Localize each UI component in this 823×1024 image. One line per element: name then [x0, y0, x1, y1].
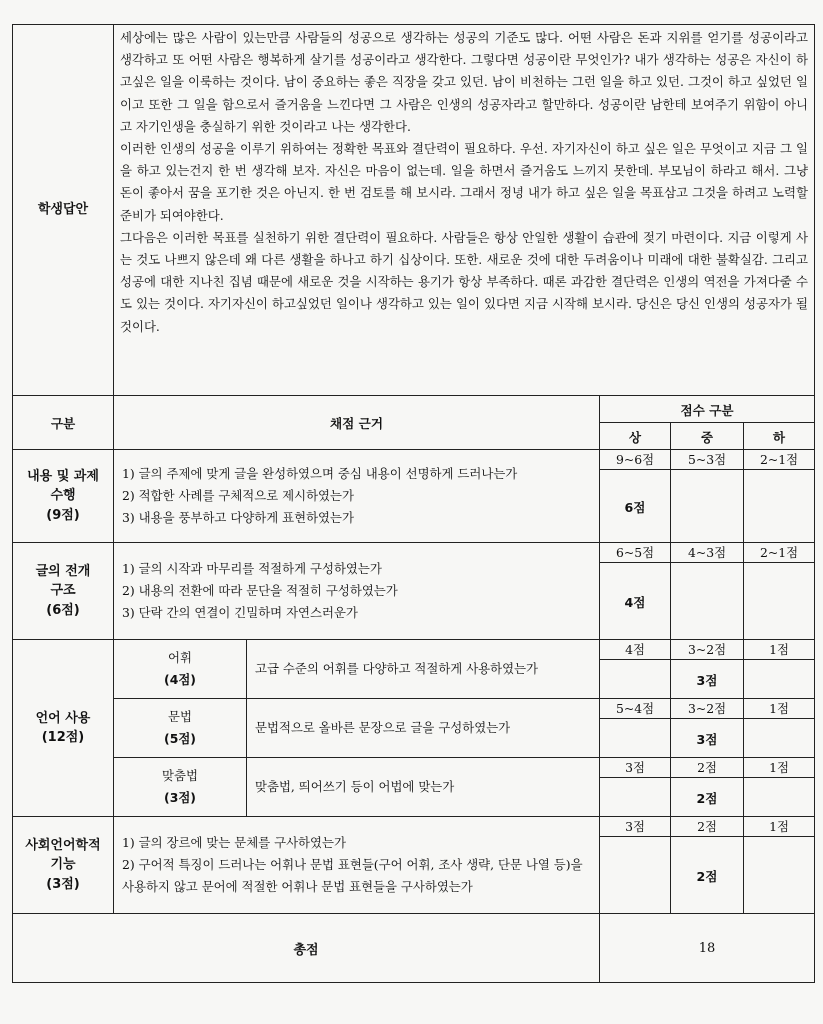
grammar-criteria: 문법적으로 올바른 문장으로 글을 구성하였는가	[247, 699, 600, 758]
header-high: 상	[600, 423, 671, 450]
header-low: 하	[744, 423, 815, 450]
range-low: 1점	[744, 699, 815, 719]
empty-cell	[671, 470, 744, 543]
empty-cell	[744, 470, 815, 543]
range-low: 1점	[744, 817, 815, 837]
range-low: 2~1점	[744, 543, 815, 563]
total-label: 총점	[13, 914, 600, 983]
range-mid: 4~3점	[671, 543, 744, 563]
range-low: 1점	[744, 640, 815, 660]
range-high: 6~5점	[600, 543, 671, 563]
range-high: 4점	[600, 640, 671, 660]
answer-paragraph: 세상에는 많은 사람이 있는만큼 사람들의 성공으로 생각하는 성공의 기준도 많다. 어떤 사람은 돈과 지위를 얻기를 성공이라고 생각하고 또 어떤 사람은 행복하게 살기를 성공이라고 생각한다. 그렇다면 성공이란 무엇인가? 내가 생각하는 성공은 자신이 하고싶은 일을 이룩하는 것이다. 남이 중요하는 좋은 직장을 갖고 있던. 남이 비천하는 그런 일을 하고 있던. 그것이 하고 싶었던 일이고 또한 그 일을 함으로서 즐거움을 느낀다면 그 사람은 인생의 성공자라고 할만하다. 성공이란 남한테 보여주기 위함이 아니고 자기인생을 충실하기 위한 것이라고 나는 생각한다.	[120, 30, 808, 134]
category-label: 수행	[50, 488, 76, 504]
range-high: 9~6점	[600, 450, 671, 470]
development-criteria	[114, 543, 600, 640]
spelling-ranges-row	[13, 758, 815, 778]
given-score: 2점	[671, 778, 744, 817]
criterion: 2) 적합한 사례를 구체적으로 제시하였는가	[122, 488, 354, 503]
category-label: 기능	[50, 857, 76, 873]
category-points: (9점)	[46, 507, 80, 523]
spelling-subcategory	[114, 758, 247, 817]
empty-cell	[744, 837, 815, 914]
student-answer	[114, 25, 815, 396]
vocab-criteria: 고급 수준의 어휘를 다양하고 적절하게 사용하였는가	[247, 640, 600, 699]
development-ranges-row	[13, 543, 815, 563]
empty-cell	[744, 719, 815, 758]
development-category	[13, 543, 114, 640]
header-mid: 중	[671, 423, 744, 450]
range-high: 3점	[600, 758, 671, 778]
empty-cell	[744, 563, 815, 640]
given-score: 4점	[600, 563, 671, 640]
range-mid: 2점	[671, 758, 744, 778]
subcategory-points: (4점)	[164, 672, 196, 687]
answer-label: 학생답안	[13, 25, 114, 396]
answer-row	[13, 25, 815, 396]
range-mid: 3~2점	[671, 699, 744, 719]
socio-category	[13, 817, 114, 914]
criterion: 3) 내용을 풍부하고 다양하게 표현하였는가	[122, 510, 354, 525]
empty-cell	[600, 778, 671, 817]
range-low: 2~1점	[744, 450, 815, 470]
empty-cell	[600, 719, 671, 758]
given-score: 3점	[671, 660, 744, 699]
category-label: 구조	[50, 583, 76, 599]
grammar-subcategory	[114, 699, 247, 758]
socio-criteria	[114, 817, 600, 914]
subcategory-name: 문법	[168, 709, 192, 724]
subcategory-name: 맞춤법	[162, 768, 198, 783]
content-criteria	[114, 450, 600, 543]
empty-cell	[671, 563, 744, 640]
given-score: 3점	[671, 719, 744, 758]
answer-paragraph: 그다음은 이러한 목표를 실천하기 위한 결단력이 필요하다. 사람들은 항상 안일한 생활이 습관에 젖기 마련이다. 지금 이렇게 사는 것도 나쁘지 않은데 왜 다른 생활을 하나고 하기 십상이다. 또한. 새로운 것에 대한 두려움이나 미래에 대한 불확실감. 그리고 성공에 대한 지나친 집념 때문에 새로운 것을 시작하는 용기가 항상 부족하다. 때론 과감한 결단력은 인생의 역전을 가져다줄 수도 있는 것이다. 자기자신이 하고싶었던 일이나 생각하고 있는 일이 있다면 지금 시작해 보시라. 당신은 당신 인생의 성공자가 될 것이다.	[120, 229, 808, 334]
empty-cell	[744, 660, 815, 699]
range-mid: 3~2점	[671, 640, 744, 660]
criterion: 3) 단락 간의 연결이 긴밀하며 자연스러운가	[122, 605, 358, 620]
vocab-subcategory	[114, 640, 247, 699]
grammar-ranges-row	[13, 699, 815, 719]
criterion: 2) 내용의 전환에 따라 문단을 적절히 구성하였는가	[122, 583, 398, 598]
socio-ranges-row	[13, 817, 815, 837]
category-label: 사회언어학적	[25, 837, 101, 853]
category-label: 글의 전개	[35, 563, 91, 579]
criterion: 1) 글의 주제에 맞게 글을 완성하였으며 중심 내용이 선명하게 드러나는가	[122, 466, 518, 481]
header-row	[13, 396, 815, 423]
answer-paragraph: 이러한 인생의 성공을 이루기 위하여는 정확한 목표와 결단력이 필요하다. 우선. 자기자신이 하고 싶은 일은 무엇이고 지금 그 일을 하고 있는건지 한 번 생각해 보자. 자신은 마음이 없는데. 일을 하면서 즐거움도 느끼지 못한데. 부모님이 하라고 해서. 그냥 돈이 좋아서 꿈을 포기한 것은 아닌지. 한 번 검토를 해 보시라. 그래서 정녕 내가 하고 싶은 일을 목표삼고 그것을 하려고 노력할 준비가 되여야한다.	[120, 141, 808, 223]
header-criteria: 채점 근거	[114, 396, 600, 450]
language-category	[13, 640, 114, 817]
category-points: (3점)	[46, 876, 80, 892]
category-points: (12점)	[41, 730, 85, 745]
category-label: 언어 사용	[35, 710, 91, 726]
subcategory-name: 어휘	[168, 650, 192, 665]
spelling-criteria: 맞춤법, 띄어쓰기 등이 어법에 맞는가	[247, 758, 600, 817]
subcategory-points: (5점)	[164, 731, 196, 746]
grading-table	[12, 24, 815, 983]
empty-cell	[744, 778, 815, 817]
content-category	[13, 450, 114, 543]
given-score: 6점	[600, 470, 671, 543]
category-label: 내용 및 과제	[27, 468, 99, 484]
criterion: 2) 구어적 특징이 드러나는 어휘나 문법 표현들(구어 어휘, 조사 생략, 단문 나열 등)을 사용하지 않고 문어에 적절한 어휘나 문법 표현들을 구사하였는가	[122, 857, 583, 894]
subcategory-points: (3점)	[164, 790, 196, 805]
total-score: 18	[600, 914, 815, 983]
content-ranges-row	[13, 450, 815, 470]
empty-cell	[600, 837, 671, 914]
header-category: 구분	[13, 396, 114, 450]
category-points: (6점)	[46, 602, 80, 618]
range-mid: 2점	[671, 817, 744, 837]
total-row	[13, 914, 815, 983]
header-score-division: 점수 구분	[600, 396, 815, 423]
criterion: 1) 글의 장르에 맞는 문체를 구사하였는가	[122, 835, 346, 850]
given-score: 2점	[671, 837, 744, 914]
range-high: 5~4점	[600, 699, 671, 719]
vocab-ranges-row	[13, 640, 815, 660]
range-low: 1점	[744, 758, 815, 778]
empty-cell	[600, 660, 671, 699]
range-high: 3점	[600, 817, 671, 837]
criterion: 1) 글의 시작과 마무리를 적절하게 구성하였는가	[122, 561, 382, 576]
range-mid: 5~3점	[671, 450, 744, 470]
